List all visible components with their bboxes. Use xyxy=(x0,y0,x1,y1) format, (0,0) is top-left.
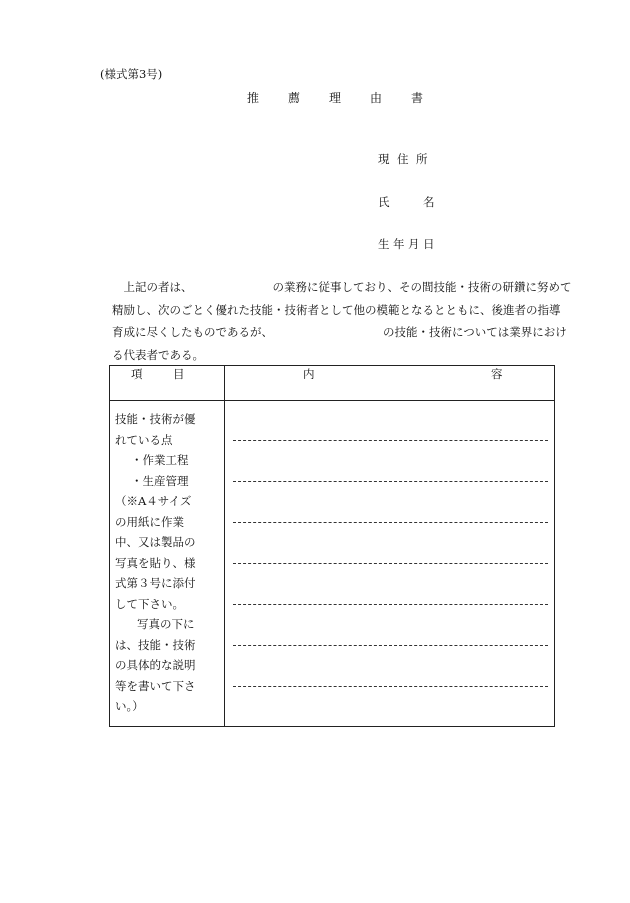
header-char: 目 xyxy=(173,367,185,381)
header-item xyxy=(110,366,225,401)
dashed-writing-line xyxy=(233,440,548,441)
name-label xyxy=(378,194,435,210)
label-char: 年 xyxy=(393,237,405,251)
title-char: 理 xyxy=(329,91,342,105)
item-line: 等を書いて下さ xyxy=(115,678,196,693)
recommendation-paragraph xyxy=(112,276,572,366)
paragraph-text: の業務に従事しており、その間技能・技術の研鑽に努めて xyxy=(272,280,572,294)
item-line: の具体的な説明 xyxy=(115,658,196,672)
label-char: 月 xyxy=(408,237,420,251)
label-char: 日 xyxy=(423,237,435,251)
label-char: 所 xyxy=(416,152,428,166)
item-description-cell xyxy=(110,401,225,727)
label-char: 氏 xyxy=(378,195,390,209)
header-char: 容 xyxy=(491,367,503,381)
item-line: 中、又は製品の xyxy=(115,535,196,549)
item-line: れている点 xyxy=(115,432,173,447)
form-number: (様式第3号) xyxy=(100,67,163,81)
paragraph-line xyxy=(112,321,572,344)
item-line: ・作業工程 xyxy=(131,453,189,467)
title-char: 由 xyxy=(370,91,383,105)
paragraph-line: 精励し、次のごとく優れた技能・技術者として他の模範となるとともに、後進者の指導 xyxy=(112,302,561,317)
title-char: 薦 xyxy=(288,91,301,105)
paragraph-line: る代表者である。 xyxy=(112,347,204,362)
dashed-writing-line xyxy=(233,604,548,605)
item-line: ・生産管理 xyxy=(131,473,189,488)
item-line: の用紙に作業 xyxy=(115,514,184,529)
address-label xyxy=(378,151,435,167)
paragraph-text: の技能・技術については業界におけ xyxy=(383,325,567,339)
header-char: 内 xyxy=(303,367,315,381)
item-line: は、技能・技術 xyxy=(115,637,196,652)
label-char: 生 xyxy=(378,237,390,251)
label-char: 名 xyxy=(423,195,435,209)
item-line: い。） xyxy=(115,699,144,713)
dashed-writing-line xyxy=(233,563,548,564)
title-char: 書 xyxy=(411,91,424,105)
label-char: 住 xyxy=(397,152,409,166)
birthdate-label xyxy=(378,236,438,252)
paragraph-line xyxy=(112,276,572,299)
paragraph-text: 育成に尽くしたものであるが、 xyxy=(112,325,273,339)
label-char: 現 xyxy=(378,152,390,166)
item-line: して下さい。 xyxy=(115,596,184,611)
table-header-row xyxy=(110,366,555,401)
item-line: 式第３号に添付 xyxy=(115,576,196,590)
table-body-row xyxy=(110,401,555,727)
item-line: 写真を貼り、様 xyxy=(115,555,196,570)
dashed-writing-line xyxy=(233,686,548,687)
header-content xyxy=(225,366,555,401)
title-char: 推 xyxy=(247,91,260,105)
item-line: 技能・技術が優 xyxy=(115,412,196,426)
dashed-writing-line xyxy=(233,645,548,646)
header-char: 項 xyxy=(131,367,143,381)
item-line: （※A４サイズ xyxy=(115,494,192,508)
paragraph-text: 上記の者は、 xyxy=(123,280,193,294)
dashed-writing-line xyxy=(233,481,548,482)
item-line: 写真の下に xyxy=(137,617,195,631)
content-entry-cell[interactable] xyxy=(225,401,555,727)
page-title xyxy=(247,89,452,106)
dashed-writing-line xyxy=(233,522,548,523)
content-table xyxy=(109,365,555,727)
